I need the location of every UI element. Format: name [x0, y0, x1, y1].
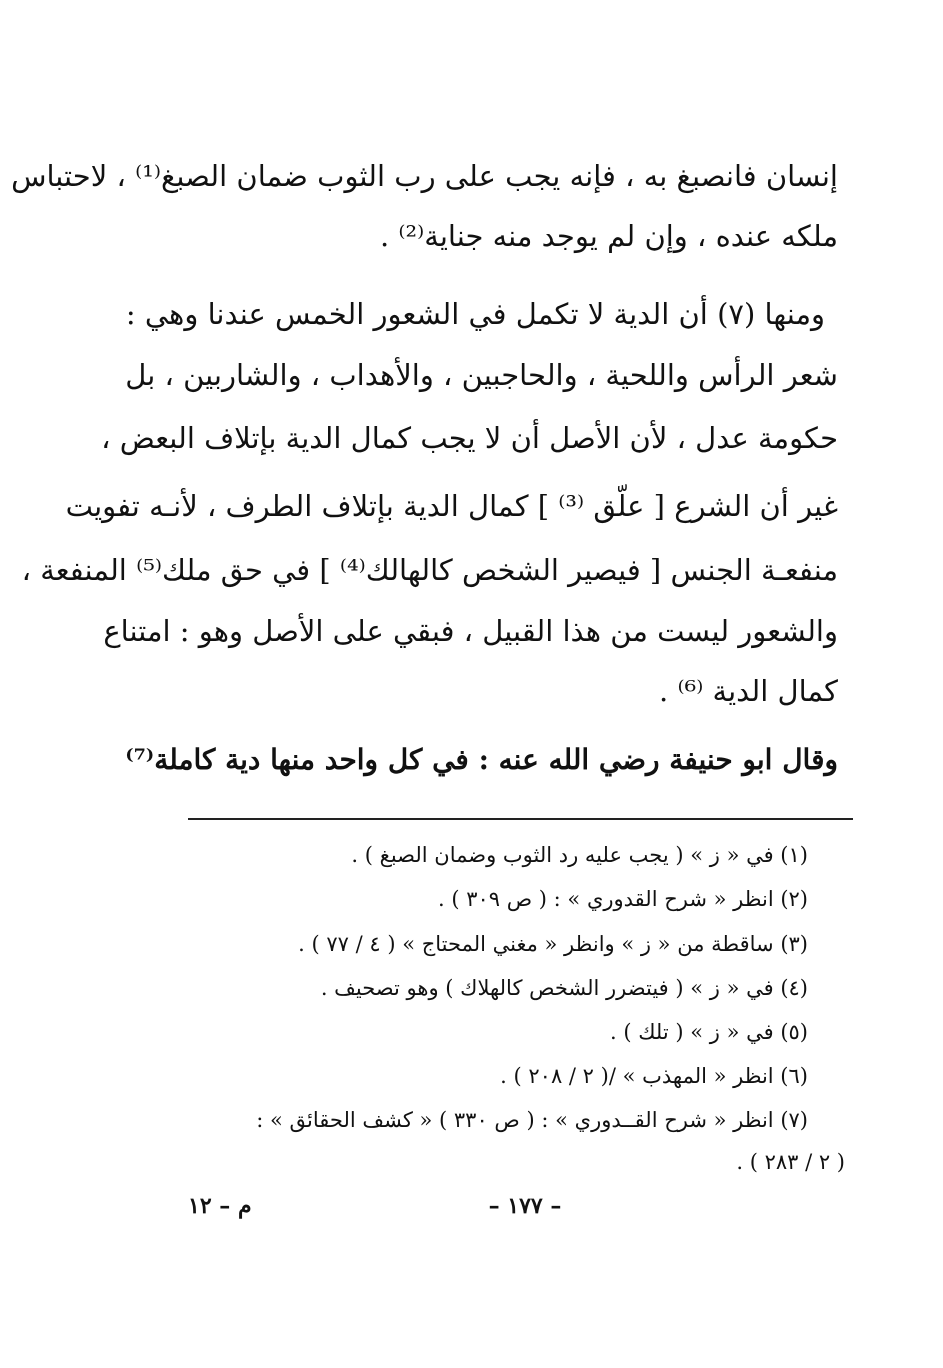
paragraph2-line-7: كمال الدية ⁽⁶⁾ . — [659, 674, 838, 708]
footnote-1: (١) في « ز » ( يجب عليه رد الثوب وضمان الصبغ ) . — [351, 843, 808, 867]
footnote-separator — [188, 818, 853, 820]
paragraph2-line-6: والشعور ليست من هذا القبيل ، فبقي على الأصل وهو : امتناع — [103, 614, 838, 648]
footnote-5: (٥) في « ز » ( تلك ) . — [609, 1020, 808, 1044]
paragraph2-line-1: ومنها (٧) أن الدية لا تكمل في الشعور الخمس عندنا وهي : — [125, 297, 825, 331]
footnote-7-continued: ( ٢ / ٢٨٣ ) . — [736, 1150, 845, 1174]
abu-hanifa-line: وقال ابو حنيفة رضي الله عنه : في كل واحد منها دية كاملة⁽⁷⁾ — [125, 743, 838, 776]
footnote-7: (٧) انظر « شرح القــدوري » : ( ص ٣٣٠ ) « كشف الحقائق » : — [256, 1108, 808, 1132]
signature-mark: م – ١٢ — [188, 1193, 252, 1219]
paragraph1-line-2: ملكه عنده ، وإن لم يوجد منه جناية⁽²⁾ . — [379, 219, 838, 253]
paragraph2-line-3: حكومة عدل ، لأن الأصل أن لا يجب كمال الدية بإتلاف البعض ، — [101, 421, 838, 455]
paragraph2-line-4: غير أن الشرع [ علّق ⁽³⁾ ] كمال الدية بإتلاف الطرف ، لأنـه تفويت — [65, 489, 838, 523]
footnote-2: (٢) انظر « شرح القدوري » : ( ص ٣٠٩ ) . — [438, 887, 808, 911]
page-number: – ١٧٧ – — [488, 1193, 562, 1219]
footnote-4: (٤) في « ز » ( فيتضرر الشخص كالهلاك ) وهو تصحيف . — [320, 976, 808, 1000]
paragraph2-line-2: شعر الرأس واللحية ، والحاجبين ، والأهداب ، والشاربين ، بل — [125, 358, 838, 392]
paragraph2-line-5: منفعـة الجنس [ فيصير الشخص كالهالك⁽⁴⁾ ] في حق ملك⁽⁵⁾ المنفعة ، — [21, 553, 838, 587]
footnote-6: (٦) انظر « المهذب » /( ٢ / ٢٠٨ ) . — [500, 1064, 808, 1088]
paragraph1-line-1: إنسان فانصبغ به ، فإنه يجب على رب الثوب ضمان الصبغ⁽¹⁾ ، لاحتباس — [11, 159, 838, 193]
footnote-3: (٣) ساقطة من « ز » وانظر « مغني المحتاج » ( ٤ / ٧٧ ) . — [298, 932, 808, 956]
